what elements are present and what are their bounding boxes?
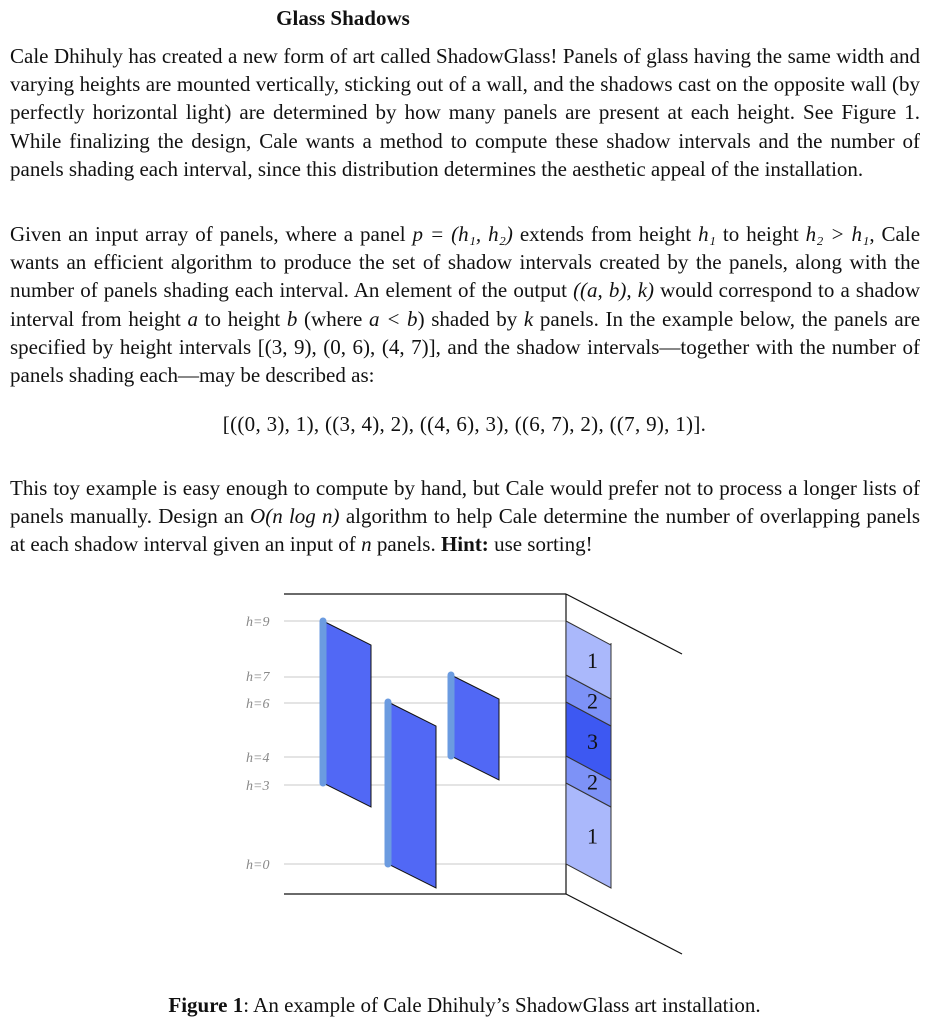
height-label: h=9 — [246, 615, 270, 630]
paragraph-problem: Given an input array of panels, where a panel p = (h₁, h₂) extends from height h₁ to height h₂ > h₁, Cale wants an efficient algorithm to produce the set of shadow intervals created by the panels, along with the number of panels shading each interval. An element of the output ((a, b), k) would correspond to a shadow interval from height a to height b (where a < b) shaded by k panels. In the example below, the panels are specified by height intervals [(3, 9), (0, 6), (4, 7)], and the shadow intervals—together with the number of panels shading each—may be described as: — [10, 222, 921, 388]
shadow-count: 1 — [587, 823, 598, 849]
height-label: h=7 — [246, 670, 270, 685]
figure-caption: Figure 1: An example of Cale Dhihuly’s ShadowGlass art installation. — [168, 993, 761, 1017]
shadow-count: 3 — [587, 729, 598, 754]
height-label: h=3 — [246, 779, 270, 794]
shadow-count: 2 — [587, 688, 598, 714]
example-output: [((0, 3), 1), ((3, 4), 2), ((4, 6), 3), ((6, 7), 2), ((7, 9), 1)]. — [222, 412, 707, 436]
paragraph-intro: Cale Dhihuly has created a new form of art called ShadowGlass! Panels of glass having the same width and varying heights are mounted vertically, sticking out of a wall, and the shadows cast on the opposite wall (by perfectly horizontal light) are determined by how many panels are present at each height. See Figure 1. While finalizing the design, Cale wants a method to compute these shadow intervals and the number of panels shading each interval, since this distribution determines the aesthetic appeal of the installation. — [10, 44, 920, 181]
glass-panel — [388, 702, 436, 888]
shadow-count: 2 — [587, 769, 598, 795]
height-label: h=4 — [246, 751, 270, 766]
glass-panels — [323, 621, 499, 888]
shadow-count: 1 — [587, 648, 598, 673]
shadowglass-figure — [0, 580, 942, 990]
glass-panel — [323, 621, 371, 807]
glass-panel — [451, 675, 499, 780]
height-label: h=6 — [246, 697, 270, 712]
height-label: h=0 — [246, 858, 270, 873]
wall-bottom-perspective — [566, 894, 682, 954]
section-title: Glass Shadows — [276, 6, 410, 30]
paragraph-task: This toy example is easy enough to compute by hand, but Cale would prefer not to process a longer lists of panels manually. Design an O(n log n) algorithm to help Cale determine the number of overlapping panels at each shadow interval given an input of n panels. Hint: use sorting! — [10, 476, 920, 557]
